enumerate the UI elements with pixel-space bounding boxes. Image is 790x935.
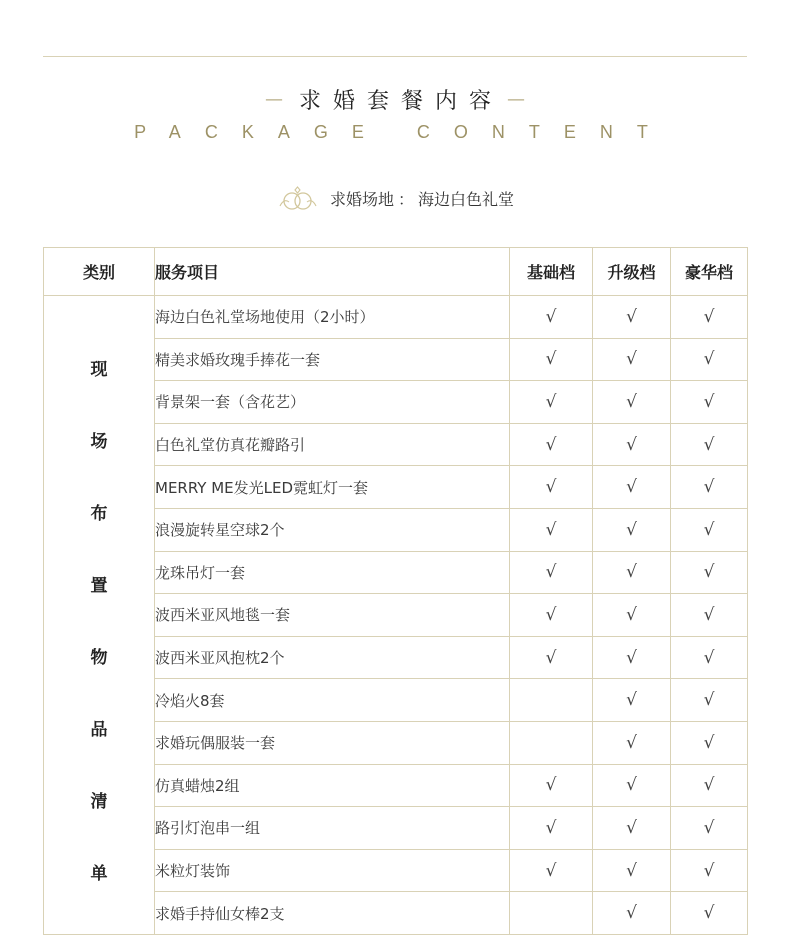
header-item: 服务项目 xyxy=(155,248,510,296)
category-char: 场 xyxy=(90,432,108,452)
service-item: 波西米亚风抱枕2个 xyxy=(155,636,510,679)
luxury-check: √ xyxy=(671,594,748,637)
luxury-check: √ xyxy=(671,636,748,679)
luxury-check: √ xyxy=(671,849,748,892)
category-char: 物 xyxy=(90,648,108,668)
category-char: 布 xyxy=(90,504,108,524)
header-luxury: 豪华档 xyxy=(671,248,748,296)
category-char: 清 xyxy=(90,792,108,812)
service-item: 冷焰火8套 xyxy=(155,679,510,722)
basic-check: √ xyxy=(510,381,593,424)
basic-check: √ xyxy=(510,636,593,679)
upgrade-check: √ xyxy=(593,721,671,764)
upgrade-check: √ xyxy=(593,423,671,466)
package-table xyxy=(43,247,748,935)
upgrade-check: √ xyxy=(593,466,671,509)
service-item: 海边白色礼堂场地使用（2小时） xyxy=(155,296,510,339)
luxury-check: √ xyxy=(671,466,748,509)
category-cell xyxy=(44,296,155,935)
service-item: 米粒灯装饰 xyxy=(155,849,510,892)
luxury-check: √ xyxy=(671,296,748,339)
header-upgrade: 升级档 xyxy=(593,248,671,296)
service-item: 白色礼堂仿真花瓣路引 xyxy=(155,423,510,466)
luxury-check: √ xyxy=(671,338,748,381)
basic-check: √ xyxy=(510,466,593,509)
venue-separator: ： xyxy=(397,189,414,209)
service-item: 龙珠吊灯一套 xyxy=(155,551,510,594)
venue-label: 求婚场地 xyxy=(329,189,394,209)
category-char: 现 xyxy=(90,360,108,380)
basic-check: √ xyxy=(510,296,593,339)
upgrade-check: √ xyxy=(593,508,671,551)
category-char: 置 xyxy=(90,576,108,596)
venue-value: 海边白色礼堂 xyxy=(418,189,515,209)
basic-check xyxy=(510,892,593,935)
service-item: 浪漫旋转星空球2个 xyxy=(155,508,510,551)
basic-check xyxy=(510,721,593,764)
venue-row xyxy=(0,184,790,212)
upgrade-check: √ xyxy=(593,381,671,424)
upgrade-check: √ xyxy=(593,679,671,722)
luxury-check: √ xyxy=(671,764,748,807)
basic-check: √ xyxy=(510,508,593,551)
upgrade-check: √ xyxy=(593,296,671,339)
header-category: 类别 xyxy=(44,248,155,296)
title-dash-left: — xyxy=(264,88,283,110)
luxury-check: √ xyxy=(671,892,748,935)
page-subtitle: PACKAGE CONTENT xyxy=(134,122,672,142)
luxury-check: √ xyxy=(671,423,748,466)
basic-check: √ xyxy=(510,338,593,381)
basic-check: √ xyxy=(510,849,593,892)
upgrade-check: √ xyxy=(593,807,671,850)
upgrade-check: √ xyxy=(593,636,671,679)
page-title: 求婚套餐内容 xyxy=(298,88,503,114)
basic-check: √ xyxy=(510,423,593,466)
header-basic: 基础档 xyxy=(510,248,593,296)
upgrade-check: √ xyxy=(593,764,671,807)
upgrade-check: √ xyxy=(593,551,671,594)
luxury-check: √ xyxy=(671,551,748,594)
upgrade-check: √ xyxy=(593,849,671,892)
luxury-check: √ xyxy=(671,807,748,850)
basic-check: √ xyxy=(510,551,593,594)
upgrade-check: √ xyxy=(593,594,671,637)
category-char: 单 xyxy=(90,864,108,884)
table-body xyxy=(44,296,748,935)
service-item: 波西米亚风地毯一套 xyxy=(155,594,510,637)
basic-check: √ xyxy=(510,807,593,850)
basic-check: √ xyxy=(510,594,593,637)
basic-check: √ xyxy=(510,764,593,807)
service-item: 背景架一套（含花艺） xyxy=(155,381,510,424)
luxury-check: √ xyxy=(671,508,748,551)
upgrade-check: √ xyxy=(593,892,671,935)
title-dash-right: — xyxy=(507,88,525,110)
table-row xyxy=(44,296,748,339)
rings-icon xyxy=(276,184,320,212)
basic-check xyxy=(510,679,593,722)
luxury-check: √ xyxy=(671,381,748,424)
category-char: 品 xyxy=(90,720,108,740)
section-title xyxy=(0,84,790,114)
service-item: 精美求婚玫瑰手捧花一套 xyxy=(155,338,510,381)
upgrade-check: √ xyxy=(593,338,671,381)
service-item: 求婚手持仙女棒2支 xyxy=(155,892,510,935)
service-item: 仿真蜡烛2组 xyxy=(155,764,510,807)
service-item: 求婚玩偶服装一套 xyxy=(155,721,510,764)
luxury-check: √ xyxy=(671,721,748,764)
luxury-check: √ xyxy=(671,679,748,722)
table-header-row xyxy=(44,248,748,296)
top-divider xyxy=(43,56,747,57)
service-item: 路引灯泡串一组 xyxy=(155,807,510,850)
service-item: MERRY ME发光LED霓虹灯一套 xyxy=(155,466,510,509)
category-label xyxy=(44,296,154,934)
